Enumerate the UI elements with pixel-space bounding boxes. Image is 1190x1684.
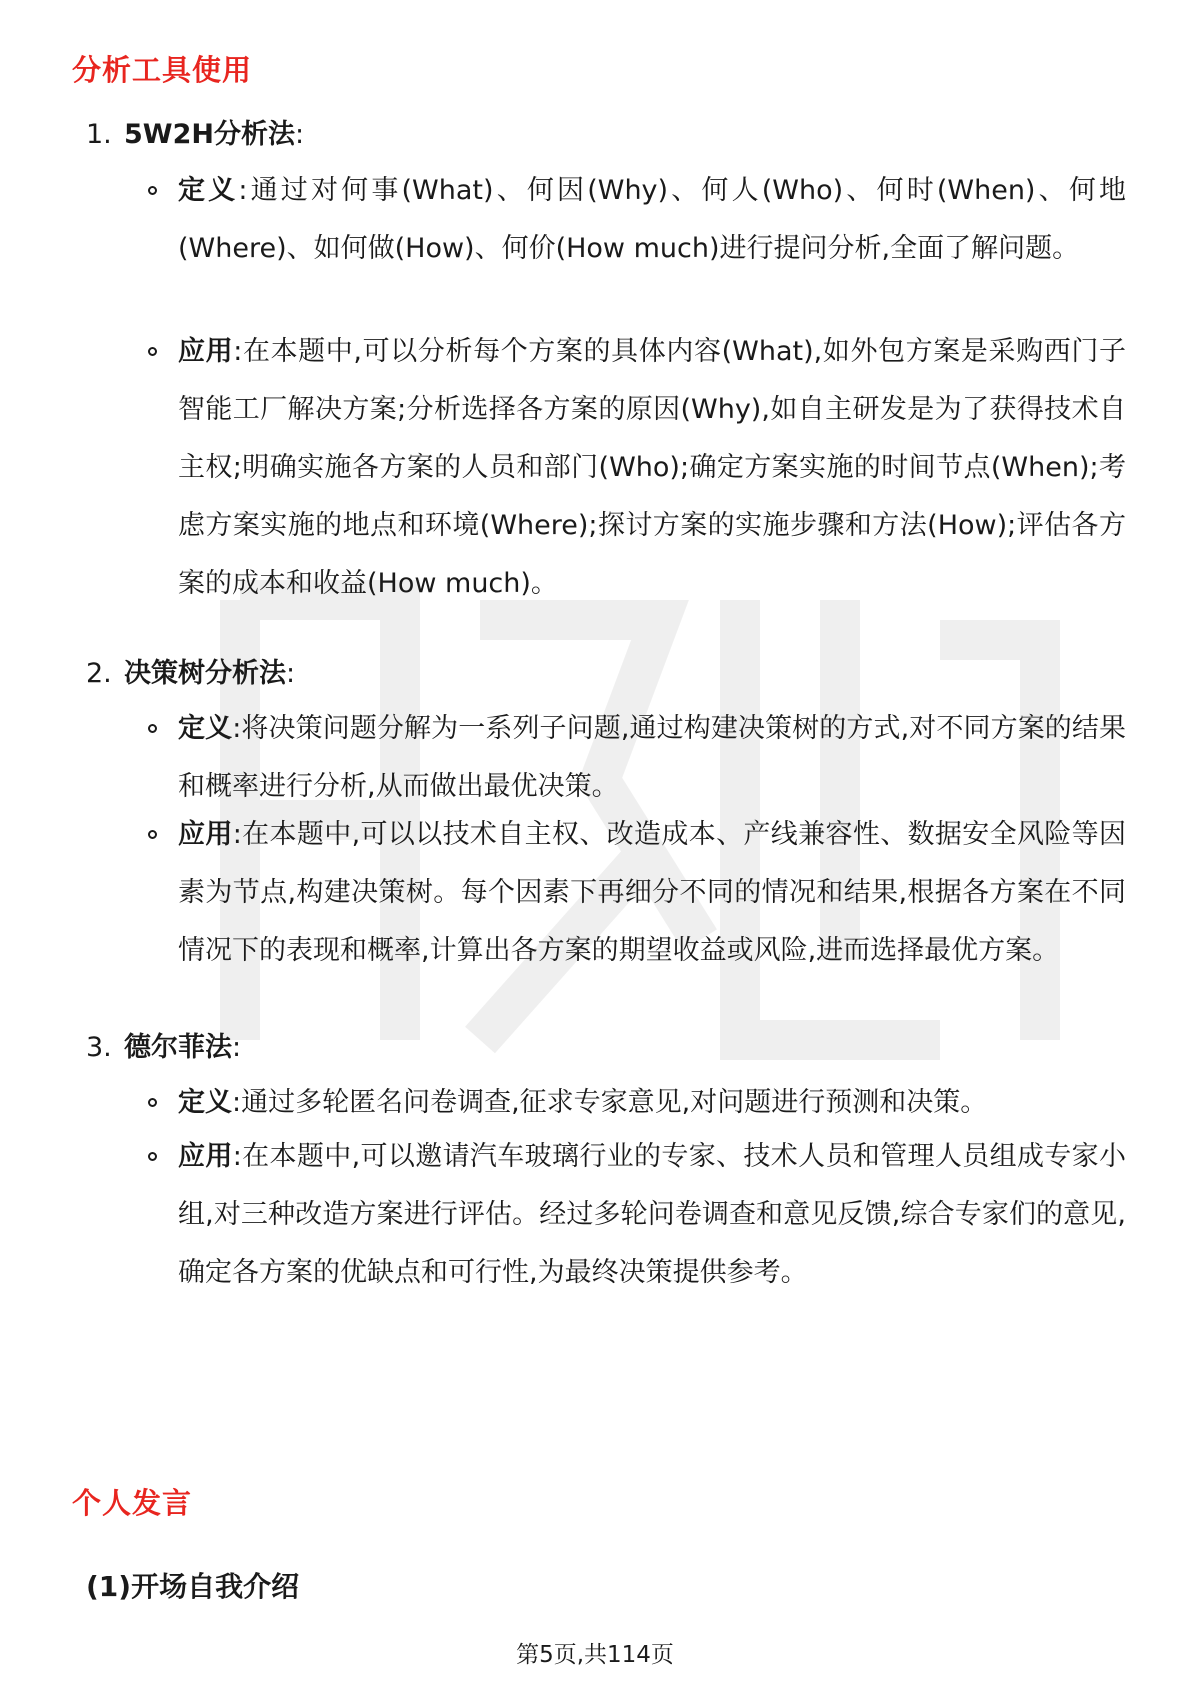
- hollow-bullet-icon: [148, 724, 157, 733]
- bullet-application: [148, 323, 1126, 613]
- hollow-bullet-icon: [148, 347, 157, 356]
- hollow-bullet-icon: [148, 1152, 157, 1161]
- bullet-text: :通过多轮匿名问卷调查,征求专家意见,对问题进行预测和决策。: [232, 1087, 988, 1118]
- bullet-label: 定义: [178, 175, 239, 206]
- bullet-text: :在本题中,可以以技术自主权、改造成本、产线兼容性、数据安全风险等因素为节点,构建决策树。每个因素下再细分不同的情况和结果,根据各方案在不同情况下的表现和概率,计算出各方案的期望收益或风险,进而选择最优方案。: [178, 819, 1127, 966]
- bullet-label: 定义: [178, 713, 233, 744]
- bullet-label: 应用: [178, 1141, 233, 1172]
- list-number: 1.: [86, 119, 112, 150]
- bullet-text: :将决策问题分解为一系列子问题,通过构建决策树的方式,对不同方案的结果和概率进行分析,从而做出最优决策。: [178, 713, 1127, 802]
- page-footer: 第5页,共114页: [516, 1642, 674, 1668]
- list-item-title: 5W2H分析法: [124, 119, 295, 150]
- list-number: 3.: [86, 1032, 112, 1063]
- bullet-text: :在本题中,可以分析每个方案的具体内容(What),如外包方案是采购西门子智能工厂解决方案;分析选择各方案的原因(Why),如自主研发是为了获得技术自主权;明确实施各方案的人员和部门(Who);确定方案实施的时间节点(When);考虑方案实施的地点和环境(Where);探讨方案的实施步骤和方法(How);评估各方案的成本和收益(How much)。: [178, 336, 1126, 599]
- list-item-title: 决策树分析法: [124, 658, 286, 689]
- list-item-heading-delphi: [86, 1030, 241, 1066]
- list-item-colon: :: [294, 119, 305, 150]
- bullet-application: [148, 806, 1126, 980]
- bullet-definition: [148, 1074, 1126, 1132]
- bullet-label: 应用: [178, 336, 234, 367]
- bullet-label: 定义: [178, 1087, 232, 1118]
- section-heading-personal-speech: 个人发言: [72, 1486, 193, 1520]
- list-item-colon: :: [286, 658, 296, 689]
- list-item-heading-decision-tree: [86, 656, 295, 692]
- hollow-bullet-icon: [148, 186, 157, 195]
- section-heading-analysis-tools: 分析工具使用: [72, 53, 253, 87]
- hollow-bullet-icon: [148, 830, 157, 839]
- list-item-heading-5w2h: [86, 117, 304, 153]
- bullet-text: :通过对何事(What)、何因(Why)、何人(Who)、何时(When)、何地(Where)、如何做(How)、何价(How much)进行提问分析,全面了解问题。: [178, 175, 1126, 264]
- hollow-bullet-icon: [148, 1098, 157, 1107]
- bullet-application: [148, 1128, 1126, 1302]
- bullet-definition: [148, 700, 1126, 816]
- list-number: 2.: [86, 658, 112, 689]
- bullet-definition: [148, 162, 1126, 278]
- bullet-text: :在本题中,可以邀请汽车玻璃行业的专家、技术人员和管理人员组成专家小组,对三种改造方案进行评估。经过多轮问卷调查和意见反馈,综合专家们的意见,确定各方案的优缺点和可行性,为最终决策提供参考。: [178, 1141, 1127, 1288]
- list-item-colon: :: [232, 1032, 242, 1063]
- list-item-title: 德尔菲法: [124, 1032, 232, 1063]
- bullet-label: 应用: [178, 819, 233, 850]
- subheading-opening-intro: (1)开场自我介绍: [86, 1570, 300, 1603]
